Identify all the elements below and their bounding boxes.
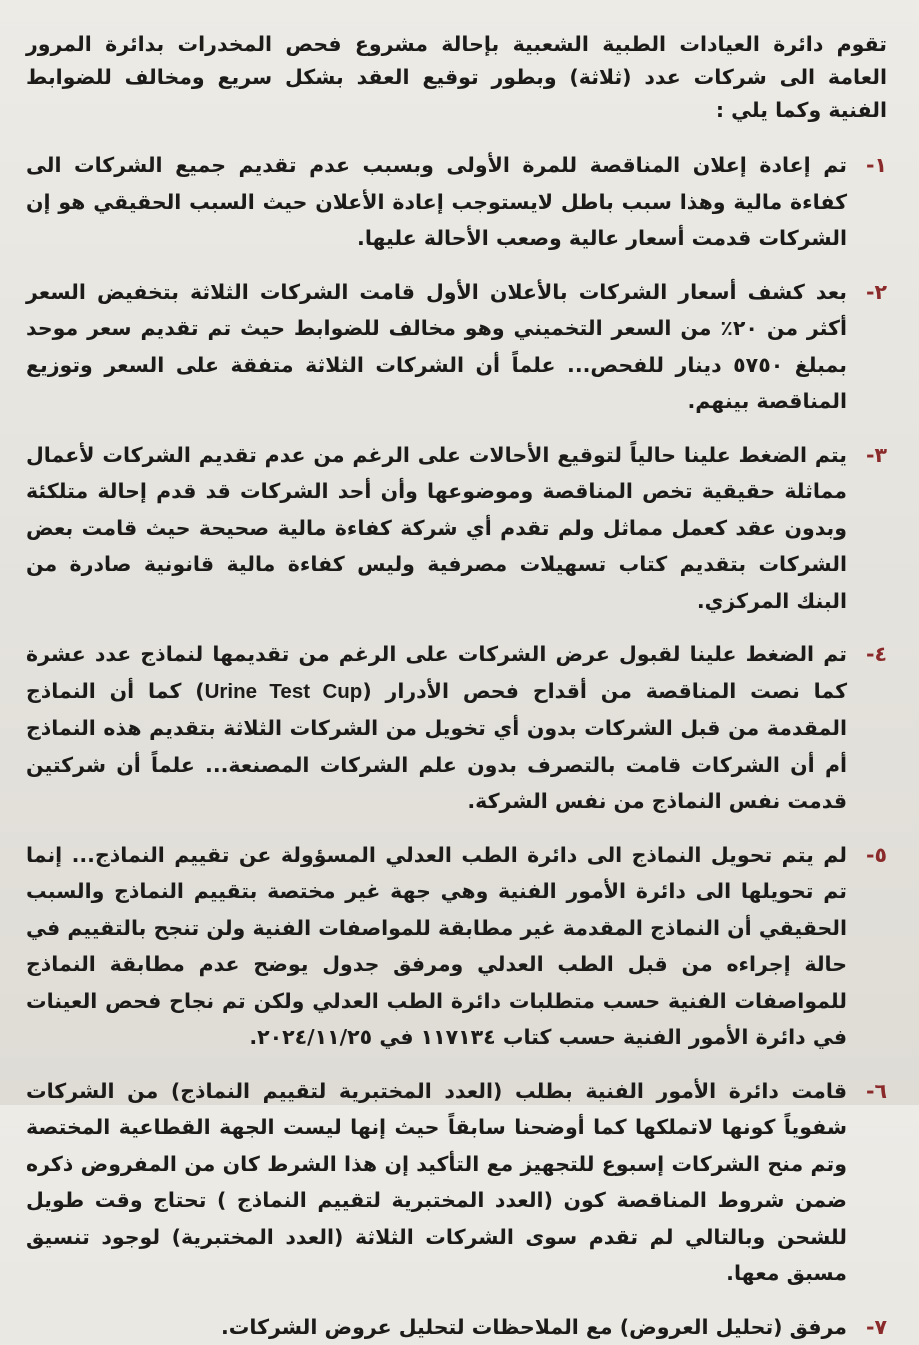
item-text: قامت دائرة الأمور الفنية بطلب (العدد المختبرية لتقييم النماذج) من الشركات شفوياً كونها لاتملكها كما أوضحنا سابقاً حيث إنها ليست الجهة القطاعية المختصة وتم منح الشركات إسبوع للتجهيز مع التأكيد إن هذا الشرط كان من المفروض ذكره ضمن شروط المناقصة كون (العدد المختبرية لتقييم النماذج ) تحتاج وقت طويل للشحن وبالتالي لم تقدم سوى الشركات الثلاثة (العدد المختبرية) لوجود تنسيق مسبق معها. [26,1073,847,1292]
item-number: ٣- [847,437,887,474]
item-text-after: ) كما أن النماذج المقدمة من قبل الشركات بدون أي تخويل من الشركات الثلاثة بتقديم هذه النماذج أم أن الشركات قامت بالتصرف بدون علم الشركات المصنعة... علماً أن شركتين قدمت نفس النماذج من نفس الشركة. [26,679,847,814]
item-number: ٦- [847,1073,887,1110]
english-term: Urine Test Cup [205,680,363,703]
list-item-1 [26,147,887,257]
item-number: ٧- [847,1309,887,1345]
item-text: مرفق (تحليل العروض) مع الملاحظات لتحليل عروض الشركات. [26,1309,847,1345]
item-text-before: تم الضغط علينا لقبول عرض الشركات على الرغم من تقديمها لنماذج عدد عشرة كما نصت المناقصة من أقداح فحص الأدرار ( [26,642,847,703]
item-number: ٥- [847,837,887,874]
item-text: تم إعادة إعلان المناقصة للمرة الأولى وبسبب عدم تقديم جميع الشركات الى كفاءة مالية وهذا سبب باطل لايستوجب إعادة الأعلان حيث السبب الحقيقي هو إن الشركات قدمت أسعار عالية وصعب الأحالة عليها. [26,147,847,257]
findings-list [26,147,887,1345]
item-number: ١- [847,147,887,184]
item-text [26,636,847,820]
item-number: ٢- [847,274,887,311]
list-item-7 [26,1309,887,1345]
item-text: لم يتم تحويل النماذج الى دائرة الطب العدلي المسؤولة عن تقييم النماذج... إنما تم تحويلها الى دائرة الأمور الفنية وهي جهة غير مختصة بتقييم النماذج والسبب الحقيقي أن النماذج المقدمة غير مطابقة للمواصفات الفنية ولن تنجح بالتقييم في حالة إجراءه من قبل الطب العدلي ومرفق جدول يوضح عدم مطابقة النماذج للمواصفات الفنية حسب متطلبات دائرة الطب العدلي ولكن تم نجاح فحص العينات في دائرة الأمور الفنية حسب كتاب ١١٧١٣٤ في ٢٠٢٤/١١/٢٥. [26,837,847,1056]
list-item-2 [26,274,887,420]
list-item-4 [26,636,887,820]
item-number: ٤- [847,636,887,673]
item-text: يتم الضغط علينا حالياً لتوقيع الأحالات على الرغم من عدم تقديم الشركات لأعمال مماثلة حقيقية تخص المناقصة وموضوعها وأن أحد الشركات قد قدم إحالة متلكئة وبدون عقد كعمل مماثل ولم تقدم أي شركة كفاءة مالية صحيحة حيث قامت بعض الشركات بتقديم كتاب تسهيلات مصرفية وليس كفاءة مالية قانونية صادرة من البنك المركزي. [26,437,847,620]
intro-paragraph: تقوم دائرة العيادات الطبية الشعبية بإحالة مشروع فحص المخدرات بدائرة المرور العامة الى شركات عدد (ثلاثة) وبطور توقيع العقد بشكل سريع ومخالف للضوابط الفنية وكما يلي : [26,28,887,127]
item-text: بعد كشف أسعار الشركات بالأعلان الأول قامت الشركات الثلاثة بتخفيض السعر أكثر من ٢٠٪ من السعر التخميني وهو مخالف للضوابط حيث تم تقديم سعر موحد بمبلغ ٥٧٥٠ دينار للفحص... علماً أن الشركات الثلاثة متفقة على السعر وتوزيع المناقصة بينهم. [26,274,847,420]
list-item-5 [26,837,887,1056]
list-item-6 [26,1073,887,1292]
list-item-3 [26,437,887,620]
